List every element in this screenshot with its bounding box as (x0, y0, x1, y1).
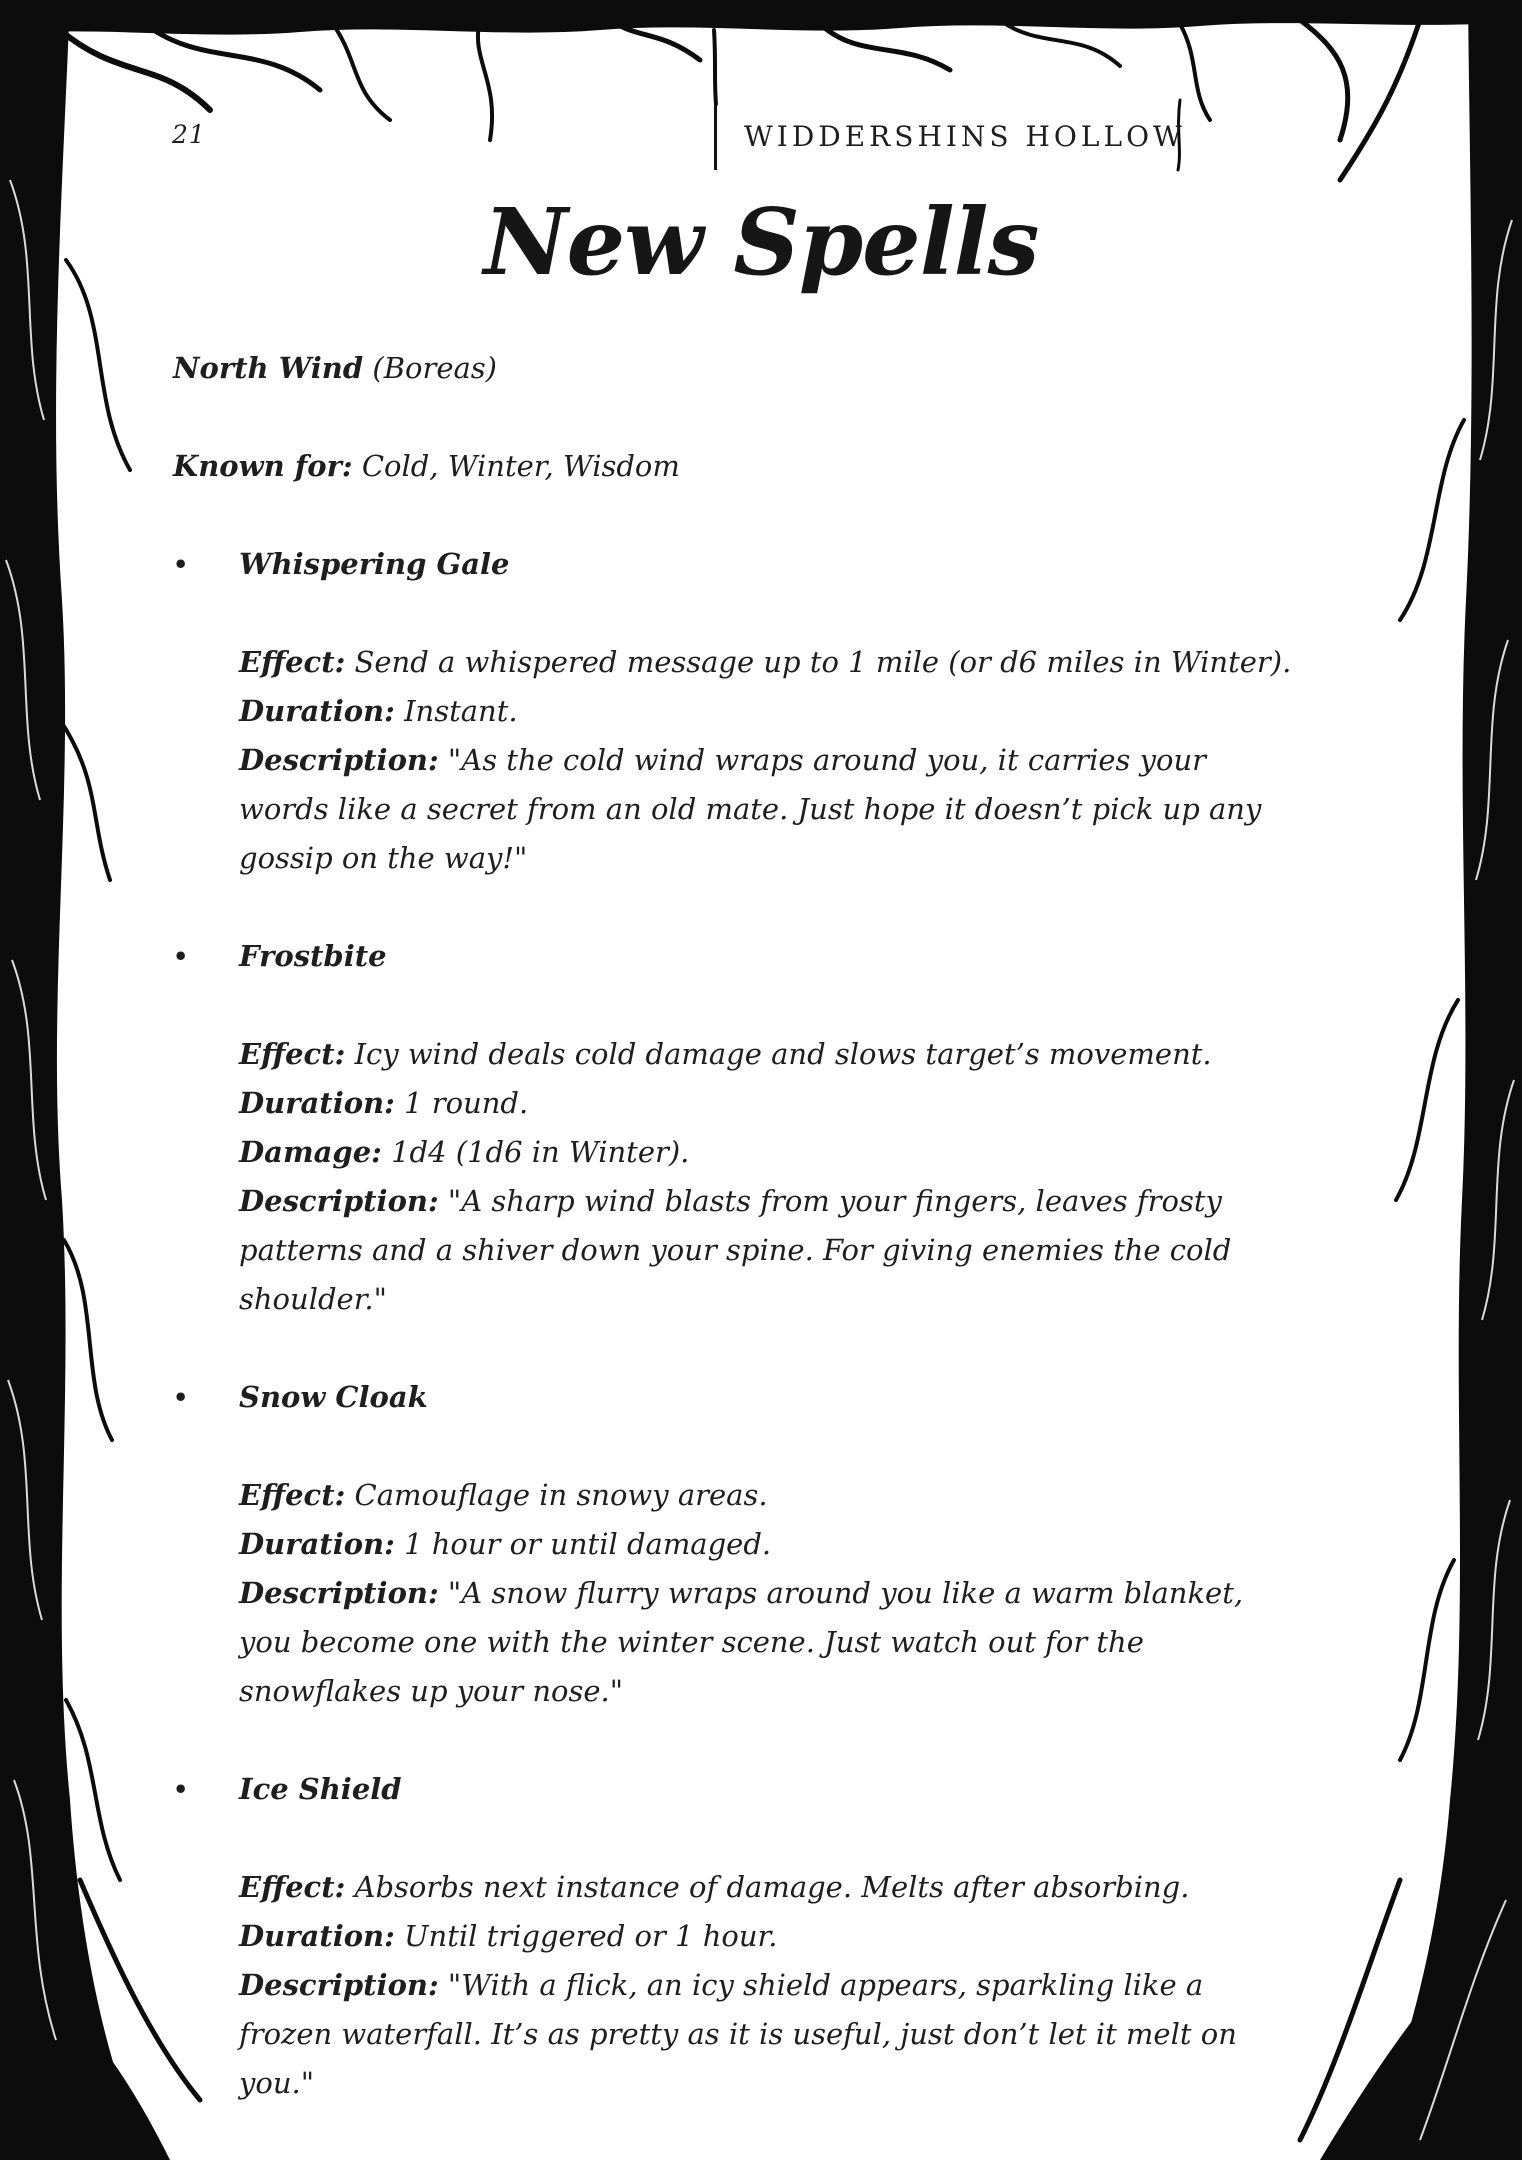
known-for-line (173, 442, 1303, 491)
effect-label: Effect: (239, 1037, 346, 1071)
damage-line (239, 1128, 1303, 1177)
duration-text: 1 hour or until damaged. (404, 1527, 772, 1561)
effect-label: Effect: (239, 645, 346, 679)
duration-line (239, 1079, 1303, 1128)
spell-entry (173, 1765, 1303, 2108)
spell-details (173, 1030, 1303, 1324)
spell-details (173, 638, 1303, 883)
description-text: "As the cold wind wraps around you, it carries your words like a secret from an old mate. Just hope it doesn’t pick up any gossip on the way!" (239, 743, 1262, 875)
duration-label: Duration: (239, 1527, 395, 1561)
duration-line (239, 1520, 1303, 1569)
spell-entry (173, 540, 1303, 883)
bullet-icon: • (173, 1775, 189, 1804)
effect-text: Camouflage in snowy areas. (354, 1478, 768, 1512)
effect-line (239, 1863, 1303, 1912)
spell-content (173, 344, 1303, 2157)
description-label: Description: (239, 1576, 439, 1610)
known-for-value: Cold, Winter, Wisdom (361, 449, 680, 483)
duration-label: Duration: (239, 694, 395, 728)
effect-line (239, 1471, 1303, 1520)
running-header-title: WIDDERSHINS HOLLOW (744, 120, 1186, 153)
effect-text: Icy wind deals cold damage and slows target’s movement. (354, 1037, 1212, 1071)
duration-label: Duration: (239, 1919, 395, 1953)
description-text: "With a flick, an icy shield appears, sparkling like a frozen waterfall. It’s as pretty as it is useful, just don’t let it melt on you." (239, 1968, 1237, 2100)
effect-text: Absorbs next instance of damage. Melts after absorbing. (354, 1870, 1190, 1904)
duration-label: Duration: (239, 1086, 395, 1120)
spell-name-text: Frostbite (239, 939, 387, 973)
wind-alias: (Boreas) (372, 351, 497, 385)
effect-label: Effect: (239, 1870, 346, 1904)
page-number: 21 (172, 120, 206, 149)
effect-line (239, 1030, 1303, 1079)
known-for-label: Known for: (173, 449, 353, 483)
bullet-icon: • (173, 550, 189, 579)
effect-line (239, 638, 1303, 687)
description-text: "A sharp wind blasts from your fingers, leaves frosty patterns and a shiver down your spine. For giving enemies the cold shoulder." (239, 1184, 1232, 1316)
effect-label: Effect: (239, 1478, 346, 1512)
wind-name: North Wind (173, 351, 364, 385)
description-text: "A snow flurry wraps around you like a warm blanket, you become one with the winter scene. Just watch out for the snowflakes up your nose." (239, 1576, 1244, 1708)
description-line (239, 736, 1303, 883)
spell-name-text: Snow Cloak (239, 1380, 428, 1414)
description-line (239, 1961, 1303, 2108)
page-title: New Spells (483, 188, 1039, 296)
description-label: Description: (239, 1184, 439, 1218)
spell-entry (173, 932, 1303, 1324)
bullet-icon: • (173, 1383, 189, 1412)
duration-text: Until triggered or 1 hour. (404, 1919, 778, 1953)
spell-name (173, 1373, 1303, 1422)
spell-name (173, 540, 1303, 589)
wind-heading (173, 344, 1303, 393)
spell-entry (173, 1373, 1303, 1716)
bullet-icon: • (173, 942, 189, 971)
description-label: Description: (239, 1968, 439, 2002)
description-label: Description: (239, 743, 439, 777)
duration-text: 1 round. (404, 1086, 529, 1120)
spell-name-text: Ice Shield (239, 1772, 402, 1806)
description-line (239, 1569, 1303, 1716)
effect-text: Send a whispered message up to 1 mile (or d6 miles in Winter). (354, 645, 1292, 679)
duration-text: Instant. (404, 694, 518, 728)
damage-label: Damage: (239, 1135, 382, 1169)
spell-name (173, 1765, 1303, 1814)
spell-details (173, 1471, 1303, 1716)
spell-name-text: Whispering Gale (239, 547, 510, 581)
spell-details (173, 1863, 1303, 2108)
description-line (239, 1177, 1303, 1324)
damage-text: 1d4 (1d6 in Winter). (391, 1135, 690, 1169)
duration-line (239, 687, 1303, 736)
header-divider (714, 104, 717, 170)
spell-name (173, 932, 1303, 981)
duration-line (239, 1912, 1303, 1961)
